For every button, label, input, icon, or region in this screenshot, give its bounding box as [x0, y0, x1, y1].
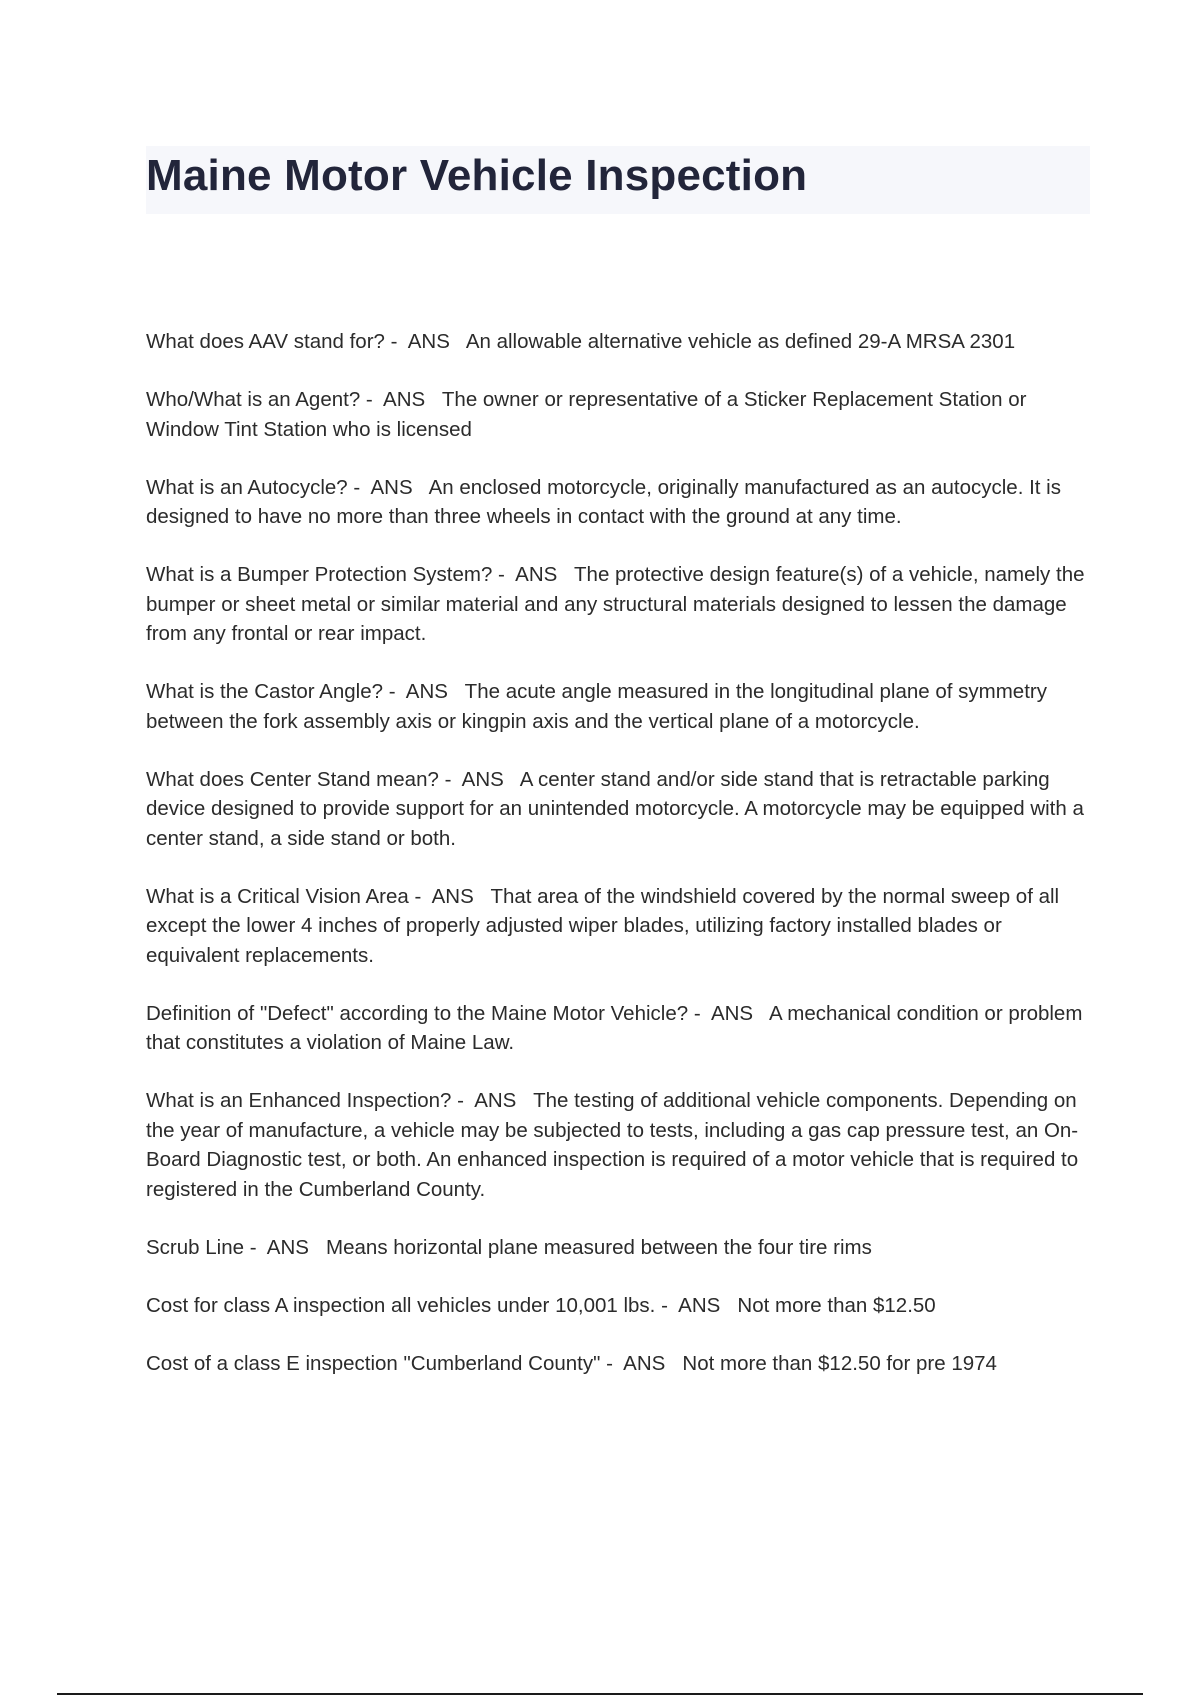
question-text: What is an Autocycle?	[146, 475, 348, 499]
answer-separator: - ANS	[688, 1001, 770, 1025]
answer-text: That area of the windshield covered by the normal sweep of all except the lower 4 inches of properly adjusted wiper blades, utilizing factory installed blades or equivalent replacements.	[146, 884, 1060, 967]
qa-item	[146, 1349, 1090, 1379]
answer-separator: - ANS	[600, 1351, 683, 1375]
question-text: What does AAV stand for?	[146, 330, 385, 353]
qa-item	[146, 1291, 1090, 1321]
answer-text: A center stand and/or side stand that is retractable parking device designed to provide support for an unintended motorcycle. A motorcycle may be equipped with a center stand, a side stand or both.	[146, 767, 1084, 850]
answer-text: The acute angle measured in the longitudinal plane of symmetry between the fork assembly axis or kingpin axis and the vertical plane of a motorcycle.	[146, 680, 1047, 733]
question-text: Who/What is an Agent?	[146, 388, 361, 411]
answer-separator: - ANS	[383, 680, 465, 703]
qa-item	[146, 882, 1090, 971]
footer-divider	[57, 1693, 1143, 1695]
qa-item	[146, 385, 1090, 444]
answer-text: Not more than $12.50	[737, 1293, 936, 1317]
answer-text: The testing of additional vehicle components. Depending on the year of manufacture, a vehicle may be subjected to tests, including a gas cap pressure test, an On-Board Diagnostic test, or both. An enhanced inspection is required of a motor vehicle that is required to registered in the Cumberland County.	[146, 1089, 1079, 1201]
question-text: What is an Enhanced Inspection?	[146, 1089, 452, 1112]
answer-text: The owner or representative of a Sticker Replacement Station or Window Tint Station who is licensed	[146, 388, 1027, 441]
qa-item	[146, 327, 1090, 357]
question-text: Cost for class A inspection all vehicles under 10,001 lbs.	[146, 1293, 656, 1317]
answer-separator: - ANS	[244, 1235, 327, 1259]
answer-text: A mechanical condition or problem that constitutes a violation of Maine Law.	[146, 1001, 1083, 1054]
answer-text: An allowable alternative vehicle as defined 29-A MRSA 2301	[465, 330, 1016, 353]
answer-separator: - ANS	[655, 1293, 738, 1317]
qa-item	[146, 560, 1090, 649]
qa-item	[146, 677, 1090, 736]
qa-item	[146, 999, 1090, 1058]
question-text: What is the Castor Angle?	[146, 680, 384, 703]
answer-separator: - ANS	[347, 475, 429, 499]
answer-separator: - ANS	[492, 563, 575, 586]
answer-text: Not more than $12.50 for pre 1974	[682, 1351, 997, 1375]
question-text: What does Center Stand mean?	[146, 767, 439, 791]
answer-text: An enclosed motorcycle, originally manufactured as an autocycle. It is designed to have no more than three wheels in contact with the ground at any time.	[146, 475, 1061, 528]
answer-separator: - ANS	[408, 884, 491, 908]
question-text: Scrub Line	[146, 1235, 245, 1259]
question-text: Definition of "Defect" according to the Maine Motor Vehicle?	[146, 1001, 689, 1025]
question-text: Cost of a class E inspection "Cumberland County"	[146, 1351, 601, 1375]
answer-separator: - ANS	[438, 767, 520, 791]
qa-item	[146, 765, 1090, 854]
question-text: What is a Critical Vision Area	[146, 884, 409, 908]
qa-item	[146, 1233, 1090, 1263]
question-text: What is a Bumper Protection System?	[146, 563, 493, 586]
qa-list	[146, 327, 1090, 1407]
answer-separator: - ANS	[384, 330, 466, 353]
answer-separator: - ANS	[360, 388, 442, 411]
qa-item	[146, 473, 1090, 532]
answer-text: Means horizontal plane measured between the four tire rims	[326, 1235, 872, 1259]
answer-separator: - ANS	[451, 1089, 534, 1112]
page-title: Maine Motor Vehicle Inspection	[146, 151, 808, 200]
qa-item	[146, 1086, 1090, 1204]
answer-text: The protective design feature(s) of a vehicle, namely the bumper or sheet metal or similar material and any structural materials designed to lessen the damage from any frontal or rear impact.	[146, 563, 1085, 645]
